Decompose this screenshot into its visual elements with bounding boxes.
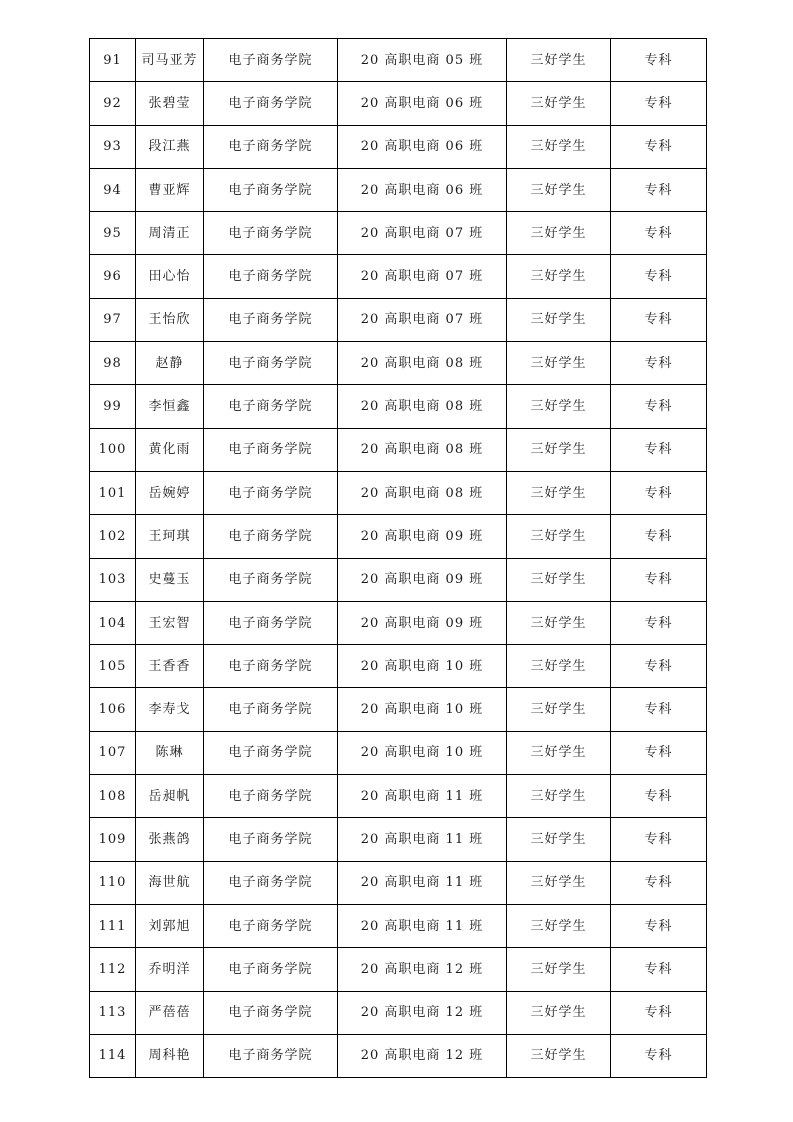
student-name-cell: 史蔓玉 [136,558,204,601]
row-number-cell: 107 [90,731,136,774]
table-row [90,558,707,601]
class-cell: 20 高职电商 09 班 [338,601,507,644]
student-name-cell: 海世航 [136,861,204,904]
award-cell: 三好学生 [507,948,611,991]
row-number-cell: 91 [90,39,136,82]
student-name-cell: 陈琳 [136,731,204,774]
table-row [90,904,707,947]
award-cell: 三好学生 [507,298,611,341]
college-cell: 电子商务学院 [204,125,338,168]
college-cell: 电子商务学院 [204,428,338,471]
class-cell: 20 高职电商 08 班 [338,385,507,428]
class-cell: 20 高职电商 08 班 [338,471,507,514]
class-cell: 20 高职电商 06 班 [338,168,507,211]
college-cell: 电子商务学院 [204,168,338,211]
class-cell: 20 高职电商 07 班 [338,255,507,298]
college-cell: 电子商务学院 [204,298,338,341]
table-row [90,82,707,125]
level-cell: 专科 [611,298,707,341]
student-name-cell: 王香香 [136,645,204,688]
table-row [90,601,707,644]
college-cell: 电子商务学院 [204,385,338,428]
class-cell: 20 高职电商 06 班 [338,125,507,168]
level-cell: 专科 [611,688,707,731]
college-cell: 电子商务学院 [204,861,338,904]
class-cell: 20 高职电商 09 班 [338,558,507,601]
level-cell: 专科 [611,39,707,82]
award-cell: 三好学生 [507,428,611,471]
student-name-cell: 岳婉婷 [136,471,204,514]
table-row [90,168,707,211]
class-cell: 20 高职电商 10 班 [338,688,507,731]
row-number-cell: 104 [90,601,136,644]
row-number-cell: 108 [90,775,136,818]
level-cell: 专科 [611,125,707,168]
award-cell: 三好学生 [507,645,611,688]
college-cell: 电子商务学院 [204,818,338,861]
class-cell: 20 高职电商 07 班 [338,212,507,255]
student-name-cell: 李寿戈 [136,688,204,731]
student-award-table [89,38,707,1078]
row-number-cell: 94 [90,168,136,211]
award-cell: 三好学生 [507,82,611,125]
level-cell: 专科 [611,428,707,471]
row-number-cell: 112 [90,948,136,991]
student-name-cell: 田心怡 [136,255,204,298]
level-cell: 专科 [611,515,707,558]
row-number-cell: 102 [90,515,136,558]
level-cell: 专科 [611,775,707,818]
class-cell: 20 高职电商 12 班 [338,948,507,991]
class-cell: 20 高职电商 11 班 [338,861,507,904]
row-number-cell: 99 [90,385,136,428]
level-cell: 专科 [611,991,707,1034]
award-cell: 三好学生 [507,731,611,774]
class-cell: 20 高职电商 08 班 [338,342,507,385]
table-row [90,515,707,558]
table-row [90,212,707,255]
table-row [90,645,707,688]
college-cell: 电子商务学院 [204,731,338,774]
award-cell: 三好学生 [507,861,611,904]
level-cell: 专科 [611,471,707,514]
row-number-cell: 93 [90,125,136,168]
table-row [90,428,707,471]
award-cell: 三好学生 [507,688,611,731]
class-cell: 20 高职电商 06 班 [338,82,507,125]
class-cell: 20 高职电商 10 班 [338,731,507,774]
class-cell: 20 高职电商 10 班 [338,645,507,688]
class-cell: 20 高职电商 09 班 [338,515,507,558]
college-cell: 电子商务学院 [204,255,338,298]
award-cell: 三好学生 [507,471,611,514]
level-cell: 专科 [611,212,707,255]
table-row [90,471,707,514]
row-number-cell: 114 [90,1034,136,1077]
table-row [90,342,707,385]
level-cell: 专科 [611,904,707,947]
row-number-cell: 109 [90,818,136,861]
college-cell: 电子商务学院 [204,948,338,991]
table-row [90,861,707,904]
award-cell: 三好学生 [507,385,611,428]
student-name-cell: 刘郭旭 [136,904,204,947]
table-row [90,39,707,82]
class-cell: 20 高职电商 12 班 [338,1034,507,1077]
row-number-cell: 110 [90,861,136,904]
college-cell: 电子商务学院 [204,645,338,688]
award-cell: 三好学生 [507,515,611,558]
table-row [90,385,707,428]
college-cell: 电子商务学院 [204,471,338,514]
level-cell: 专科 [611,255,707,298]
class-cell: 20 高职电商 08 班 [338,428,507,471]
row-number-cell: 101 [90,471,136,514]
student-name-cell: 张燕鸽 [136,818,204,861]
student-name-cell: 黄化雨 [136,428,204,471]
table-row [90,125,707,168]
award-cell: 三好学生 [507,1034,611,1077]
student-name-cell: 王珂琪 [136,515,204,558]
table-row [90,991,707,1034]
award-cell: 三好学生 [507,255,611,298]
award-cell: 三好学生 [507,168,611,211]
college-cell: 电子商务学院 [204,558,338,601]
row-number-cell: 97 [90,298,136,341]
row-number-cell: 92 [90,82,136,125]
level-cell: 专科 [611,948,707,991]
college-cell: 电子商务学院 [204,601,338,644]
award-cell: 三好学生 [507,991,611,1034]
college-cell: 电子商务学院 [204,39,338,82]
level-cell: 专科 [611,861,707,904]
college-cell: 电子商务学院 [204,1034,338,1077]
award-cell: 三好学生 [507,904,611,947]
row-number-cell: 100 [90,428,136,471]
table-row [90,255,707,298]
level-cell: 专科 [611,818,707,861]
table-body [90,39,707,1078]
table-row [90,775,707,818]
award-cell: 三好学生 [507,818,611,861]
level-cell: 专科 [611,601,707,644]
row-number-cell: 98 [90,342,136,385]
student-name-cell: 司马亚芳 [136,39,204,82]
row-number-cell: 106 [90,688,136,731]
row-number-cell: 96 [90,255,136,298]
row-number-cell: 111 [90,904,136,947]
level-cell: 专科 [611,731,707,774]
student-name-cell: 赵静 [136,342,204,385]
student-name-cell: 李恒鑫 [136,385,204,428]
award-cell: 三好学生 [507,775,611,818]
college-cell: 电子商务学院 [204,775,338,818]
class-cell: 20 高职电商 05 班 [338,39,507,82]
table-row [90,1034,707,1077]
award-cell: 三好学生 [507,212,611,255]
award-cell: 三好学生 [507,342,611,385]
table-row [90,818,707,861]
award-cell: 三好学生 [507,125,611,168]
college-cell: 电子商务学院 [204,515,338,558]
level-cell: 专科 [611,645,707,688]
table-row [90,688,707,731]
student-name-cell: 王怡欣 [136,298,204,341]
college-cell: 电子商务学院 [204,82,338,125]
class-cell: 20 高职电商 07 班 [338,298,507,341]
student-name-cell: 乔明洋 [136,948,204,991]
row-number-cell: 105 [90,645,136,688]
table-row [90,731,707,774]
college-cell: 电子商务学院 [204,212,338,255]
row-number-cell: 103 [90,558,136,601]
student-name-cell: 曹亚辉 [136,168,204,211]
class-cell: 20 高职电商 11 班 [338,818,507,861]
row-number-cell: 95 [90,212,136,255]
student-name-cell: 周清正 [136,212,204,255]
class-cell: 20 高职电商 12 班 [338,991,507,1034]
level-cell: 专科 [611,82,707,125]
level-cell: 专科 [611,1034,707,1077]
class-cell: 20 高职电商 11 班 [338,904,507,947]
student-name-cell: 严蓓蓓 [136,991,204,1034]
college-cell: 电子商务学院 [204,904,338,947]
level-cell: 专科 [611,558,707,601]
table-row [90,948,707,991]
student-name-cell: 周科艳 [136,1034,204,1077]
college-cell: 电子商务学院 [204,342,338,385]
level-cell: 专科 [611,385,707,428]
award-cell: 三好学生 [507,39,611,82]
college-cell: 电子商务学院 [204,688,338,731]
award-cell: 三好学生 [507,601,611,644]
level-cell: 专科 [611,342,707,385]
class-cell: 20 高职电商 11 班 [338,775,507,818]
student-name-cell: 张碧莹 [136,82,204,125]
student-name-cell: 王宏智 [136,601,204,644]
table-row [90,298,707,341]
row-number-cell: 113 [90,991,136,1034]
student-name-cell: 岳昶帆 [136,775,204,818]
college-cell: 电子商务学院 [204,991,338,1034]
level-cell: 专科 [611,168,707,211]
award-cell: 三好学生 [507,558,611,601]
student-name-cell: 段江燕 [136,125,204,168]
